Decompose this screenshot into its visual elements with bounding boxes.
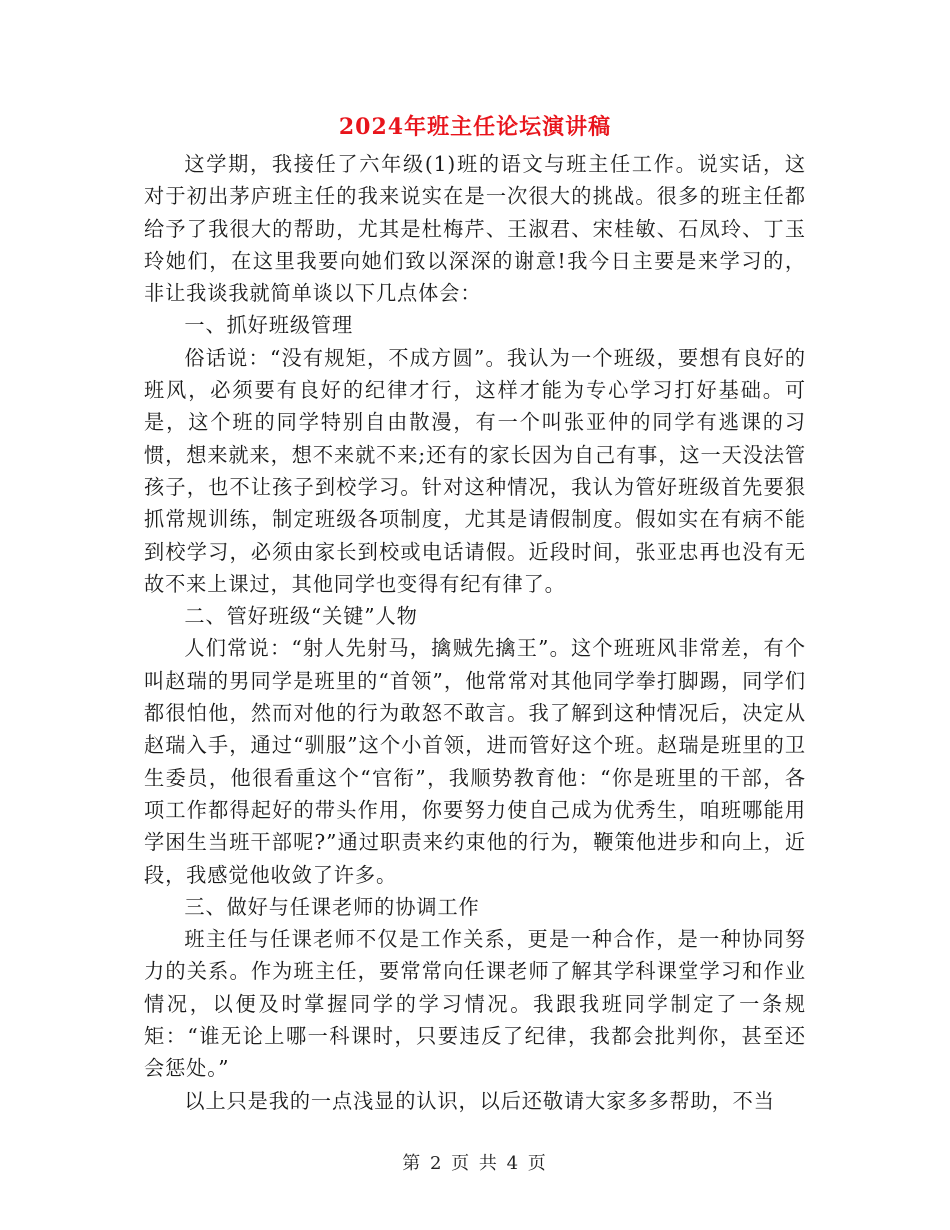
section-heading-1: 一、抓好班级管理 xyxy=(184,313,354,338)
paragraph-section-3: 班主任与任课老师不仅是工作关系，更是一种合作，是一种协同努力的关系。作为班主任，要常常向任课老师了解其学科课堂学习和作业情况，以便及时掌握同学的学习情况。我跟我班同学制定了一条规矩：“谁无论上哪一科课时，只要违反了纪律，我都会批判你，甚至还会惩处。” xyxy=(144,927,806,1081)
paragraph-section-1: 俗话说：“没有规矩，不成方圆”。我认为一个班级，要想有良好的班风，必须要有良好的纪律才行，这样才能为专心学习打好基础。可是，这个班的同学特别自由散漫，有一个叫张亚仲的同学有逃课的习惯，想来就来，想不来就不来;还有的家长因为自己有事，这一天没法管孩子，也不让孩子到校学习。针对这种情况，我认为管好班级首先要狠抓常规训练，制定班级各项制度，尤其是请假制度。假如实在有病不能到校学习，必须由家长到校或电话请假。近段时间，张亚忠再也没有无故不来上课过，其他同学也变得有纪有律了。 xyxy=(144,345,806,596)
paragraph-intro: 这学期，我接任了六年级(1)班的语文与班主任工作。说实话，这对于初出茅庐班主任的我来说实在是一次很大的挑战。很多的班主任都给予了我很大的帮助，尤其是杜梅芹、王淑君、宋桂敏、石凤玲、丁玉玲她们，在这里我要向她们致以深深的谢意!我今日主要是来学习的，非让我谈我就简单谈以下几点体会： xyxy=(144,152,806,306)
page-number-footer: 第 2 页 共 4 页 xyxy=(402,1153,548,1174)
section-heading-3: 三、做好与任课老师的协调工作 xyxy=(184,894,480,919)
section-heading-2: 二、管好班级“关键”人物 xyxy=(184,604,418,629)
document-title: 2024年班主任论坛演讲稿 xyxy=(338,114,612,140)
document-body xyxy=(144,148,806,1117)
paragraph-section-2: 人们常说：“射人先射马，擒贼先擒王”。这个班班风非常差，有个叫赵瑞的男同学是班里的“首领”，他常常对其他同学拳打脚踢，同学们都很怕他，然而对他的行为敢怒不敢言。我了解到这种情况后，决定从赵瑞入手，通过“驯服”这个小首领，进而管好这个班。赵瑞是班里的卫生委员，他很看重这个“官衔”，我顺势教育他：“你是班里的干部，各项工作都得起好的带头作用，你要努力使自己成为优秀生，咱班哪能用学困生当班干部呢?”通过职责来约束他的行为，鞭策他进步和向上，近段，我感觉他收敛了许多。 xyxy=(144,636,806,887)
paragraph-closing: 以上只是我的一点浅显的认识，以后还敬请大家多多帮助，不当 xyxy=(184,1088,775,1113)
